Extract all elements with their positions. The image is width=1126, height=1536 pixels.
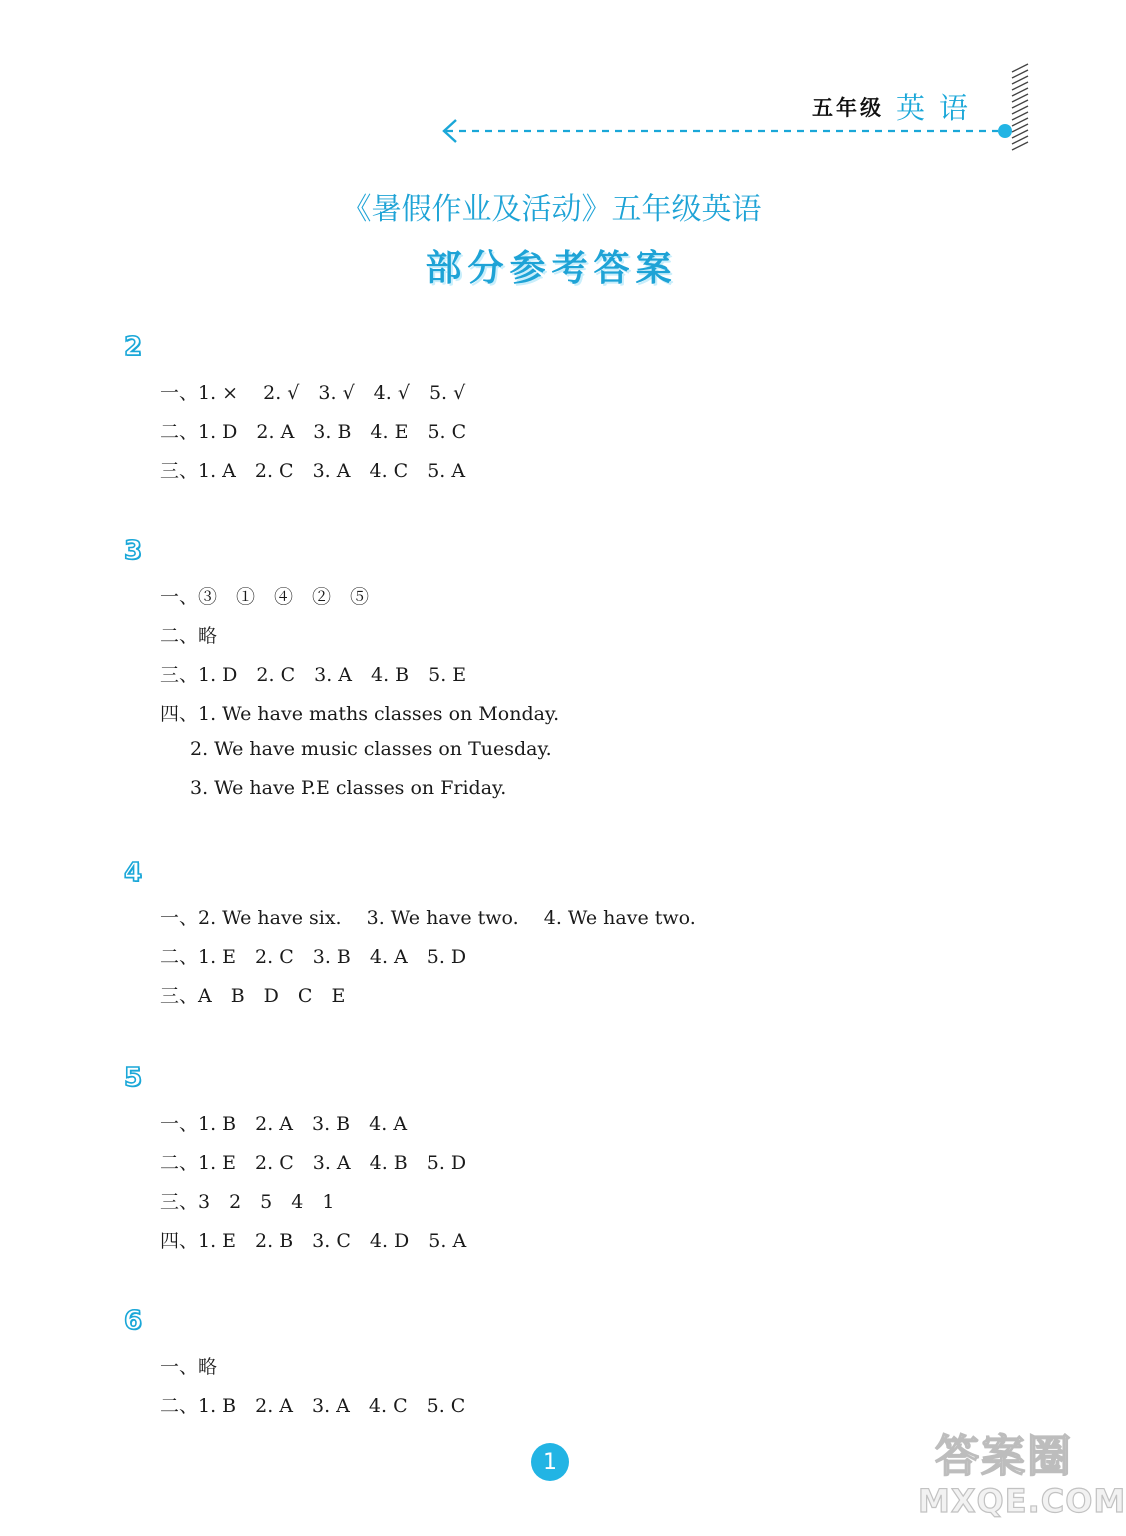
- answer-line: 三、1. D 2. C 3. A 4. B 5. E: [160, 664, 467, 686]
- watermark-cn-text: 答案圈: [935, 1431, 1073, 1482]
- watermark-logo: [918, 1420, 1126, 1530]
- document-title: 《暑假作业及活动》五年级英语: [341, 192, 762, 227]
- header-stripes-decoration: [1012, 64, 1028, 150]
- answer-line: 一、③ ① ④ ② ⑤: [160, 586, 370, 608]
- answer-line: 一、略: [160, 1356, 218, 1378]
- header-grade: 五年级: [812, 96, 884, 120]
- answer-line: 二、1. E 2. C 3. B 4. A 5. D: [160, 946, 467, 968]
- answer-line: 二、1. E 2. C 3. A 4. B 5. D: [160, 1152, 467, 1174]
- section-number: 3: [124, 536, 143, 566]
- answer-line: 2. We have music classes on Tuesday.: [190, 738, 552, 760]
- answer-line: 一、1. B 2. A 3. B 4. A: [160, 1113, 408, 1135]
- section-number: 5: [124, 1063, 143, 1093]
- answer-line: 一、2. We have six. 3. We have two. 4. We have two.: [160, 907, 696, 929]
- answer-line: 四、1. We have maths classes on Monday.: [160, 703, 560, 725]
- watermark-en-text: MXQE.COM: [918, 1482, 1126, 1520]
- answer-line: 3. We have P.E classes on Friday.: [190, 777, 507, 799]
- answer-line: 四、1. E 2. B 3. C 4. D 5. A: [160, 1230, 467, 1252]
- answer-line: 三、A B D C E: [160, 985, 346, 1007]
- page-header: [0, 0, 1103, 160]
- section-number: 6: [124, 1306, 143, 1336]
- page-number-badge: 1: [531, 1443, 569, 1481]
- section-number: 2: [124, 332, 143, 362]
- dashed-arrow-line: [436, 116, 1016, 146]
- answer-line: 二、1. B 2. A 3. A 4. C 5. C: [160, 1395, 466, 1417]
- section-number: 4: [124, 858, 143, 888]
- header-subject: 英语: [896, 91, 983, 125]
- document-subtitle: 部分参考答案: [425, 248, 678, 289]
- answer-line: 一、1. × 2. √ 3. √ 4. √ 5. √: [160, 382, 466, 404]
- answer-line: 三、3 2 5 4 1: [160, 1191, 335, 1213]
- answer-line: 二、1. D 2. A 3. B 4. E 5. C: [160, 421, 467, 443]
- answer-line: 三、1. A 2. C 3. A 4. C 5. A: [160, 460, 466, 482]
- answer-line: 二、略: [160, 625, 218, 647]
